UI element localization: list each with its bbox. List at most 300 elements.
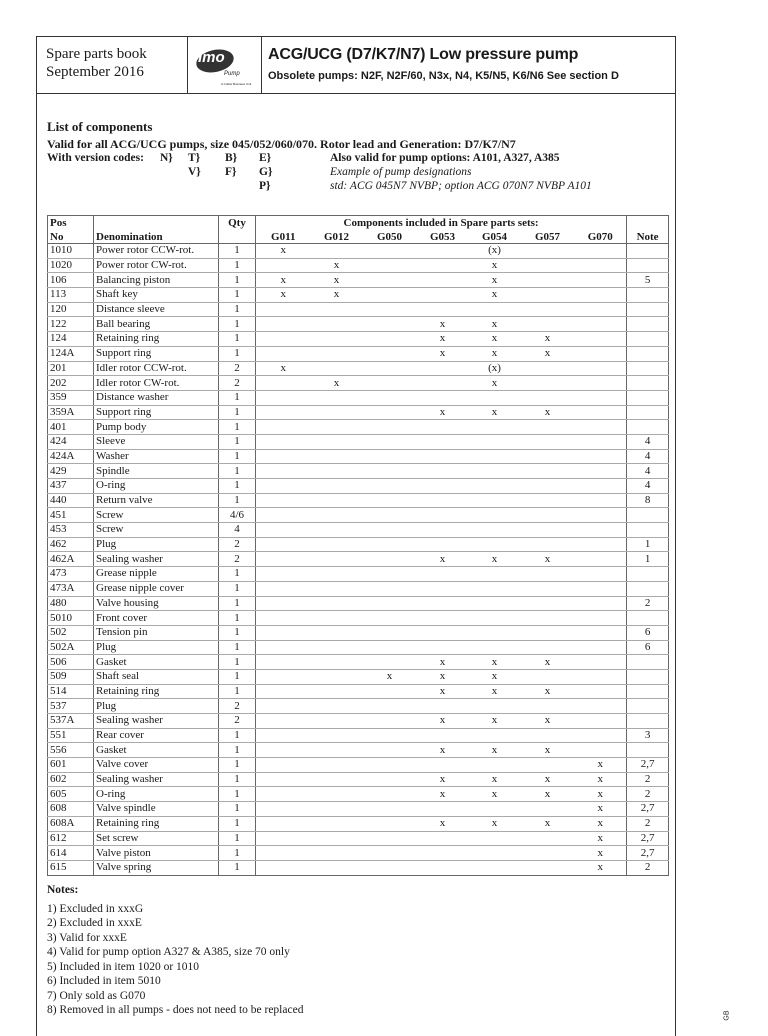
cell-set-mark [363, 420, 417, 435]
cell-note [627, 317, 669, 332]
table-row [48, 846, 669, 861]
cell-set-mark [469, 302, 521, 317]
table-row [48, 655, 669, 670]
cell-qty: 1 [219, 493, 256, 508]
cell-set-mark [363, 728, 417, 743]
cell-denomination: Balancing piston [94, 273, 219, 288]
cell-set-mark: x [469, 787, 521, 802]
cell-note [627, 302, 669, 317]
table-row [48, 743, 669, 758]
page-frame [36, 36, 676, 1036]
cell-qty: 1 [219, 332, 256, 347]
header-set: G012 [311, 229, 363, 244]
note-item: 3) Valid for xxxE [47, 931, 127, 944]
cell-pos: 437 [48, 479, 94, 494]
cell-set-mark [417, 449, 469, 464]
cell-set-mark [311, 816, 363, 831]
cell-set-mark: x [256, 288, 311, 303]
cell-set-mark: x [521, 816, 575, 831]
cell-note [627, 244, 669, 259]
cell-pos: 608A [48, 816, 94, 831]
cell-set-mark [363, 317, 417, 332]
cell-set-mark: x [469, 743, 521, 758]
cell-set-mark [469, 523, 521, 538]
cell-set-mark: x [256, 244, 311, 259]
cell-note [627, 390, 669, 405]
table-row [48, 714, 669, 729]
notes-title: Notes: [47, 884, 79, 896]
cell-set-mark: x [417, 772, 469, 787]
cell-denomination: Sealing washer [94, 714, 219, 729]
table-row [48, 434, 669, 449]
cell-set-mark [521, 581, 575, 596]
cell-set-mark [311, 802, 363, 817]
cell-set-mark: x [469, 273, 521, 288]
cell-set-mark [469, 537, 521, 552]
cell-set-mark [256, 787, 311, 802]
cell-pos: 614 [48, 846, 94, 861]
example-label: Example of pump designations [330, 166, 472, 178]
table-row [48, 772, 669, 787]
cell-note [627, 258, 669, 273]
cell-qty: 1 [219, 846, 256, 861]
cell-note: 4 [627, 479, 669, 494]
cell-qty: 1 [219, 258, 256, 273]
cell-qty: 1 [219, 684, 256, 699]
cell-note: 1 [627, 552, 669, 567]
version-code: N} [160, 152, 173, 164]
cell-denomination: Power rotor CCW-rot. [94, 244, 219, 259]
cell-set-mark [256, 669, 311, 684]
cell-note [627, 611, 669, 626]
cell-set-mark [575, 361, 627, 376]
cell-set-mark [575, 346, 627, 361]
table-row [48, 699, 669, 714]
cell-set-mark [575, 288, 627, 303]
cell-set-mark [363, 537, 417, 552]
cell-set-mark [256, 317, 311, 332]
cell-pos: 462 [48, 537, 94, 552]
cell-set-mark [311, 787, 363, 802]
header-set: G057 [521, 229, 575, 244]
cell-set-mark [311, 846, 363, 861]
cell-note: 2,7 [627, 802, 669, 817]
cell-denomination: Power rotor CW-rot. [94, 258, 219, 273]
cell-set-mark [363, 464, 417, 479]
table-row [48, 464, 669, 479]
cell-set-mark [521, 449, 575, 464]
cell-set-mark [311, 523, 363, 538]
cell-set-mark [521, 831, 575, 846]
book-date: September 2016 [46, 64, 144, 80]
cell-pos: 537A [48, 714, 94, 729]
cell-note [627, 508, 669, 523]
table-row [48, 346, 669, 361]
cell-set-mark [521, 464, 575, 479]
cell-note [627, 288, 669, 303]
table-row [48, 625, 669, 640]
cell-set-mark [521, 390, 575, 405]
cell-qty: 1 [219, 567, 256, 582]
cell-set-mark [521, 802, 575, 817]
table-row [48, 258, 669, 273]
cell-set-mark [256, 714, 311, 729]
cell-set-mark: x [469, 346, 521, 361]
cell-set-mark [311, 361, 363, 376]
cell-set-mark [521, 596, 575, 611]
cell-pos: 113 [48, 288, 94, 303]
cell-pos: 462A [48, 552, 94, 567]
cell-note [627, 405, 669, 420]
cell-set-mark [363, 390, 417, 405]
cell-denomination: Retaining ring [94, 684, 219, 699]
cell-set-mark: x [311, 288, 363, 303]
cell-pos: 429 [48, 464, 94, 479]
cell-set-mark [311, 743, 363, 758]
cell-set-mark: x [521, 552, 575, 567]
cell-set-mark [256, 420, 311, 435]
table-row [48, 552, 669, 567]
cell-set-mark [417, 581, 469, 596]
cell-set-mark [311, 449, 363, 464]
cell-set-mark: x [469, 714, 521, 729]
cell-pos: 401 [48, 420, 94, 435]
cell-pos: 509 [48, 669, 94, 684]
cell-qty: 1 [219, 860, 256, 875]
table-row [48, 758, 669, 773]
cell-set-mark [417, 846, 469, 861]
cell-set-mark [521, 493, 575, 508]
cell-set-mark [311, 831, 363, 846]
cell-set-mark [256, 581, 311, 596]
cell-note: 8 [627, 493, 669, 508]
cell-set-mark [521, 699, 575, 714]
language-edge-mark: GB [723, 1010, 731, 1021]
cell-set-mark [521, 860, 575, 875]
cell-set-mark [417, 508, 469, 523]
cell-set-mark [363, 449, 417, 464]
cell-set-mark [256, 434, 311, 449]
cell-denomination: Screw [94, 523, 219, 538]
table-row [48, 405, 669, 420]
cell-set-mark [469, 611, 521, 626]
cell-set-mark: x [417, 346, 469, 361]
cell-note [627, 714, 669, 729]
cell-set-mark [311, 581, 363, 596]
cell-set-mark [311, 699, 363, 714]
cell-set-mark [311, 244, 363, 259]
cell-denomination: Idler rotor CW-rot. [94, 376, 219, 391]
cell-qty: 4/6 [219, 508, 256, 523]
cell-set-mark [575, 714, 627, 729]
cell-qty: 1 [219, 787, 256, 802]
cell-set-mark [575, 699, 627, 714]
table-row [48, 302, 669, 317]
cell-set-mark [256, 655, 311, 670]
cell-set-mark [363, 508, 417, 523]
cell-set-mark [521, 244, 575, 259]
header-no: No [48, 229, 94, 244]
cell-set-mark [575, 258, 627, 273]
also-valid-options: Also valid for pump options: A101, A327, A385 [330, 152, 560, 164]
cell-set-mark: x [363, 669, 417, 684]
cell-set-mark: x [469, 772, 521, 787]
cell-set-mark [363, 772, 417, 787]
cell-set-mark: x [311, 376, 363, 391]
cell-qty: 1 [219, 640, 256, 655]
cell-note: 2 [627, 596, 669, 611]
cell-denomination: Idler rotor CCW-rot. [94, 361, 219, 376]
header-note: Note [627, 229, 669, 244]
cell-set-mark [363, 376, 417, 391]
table-row [48, 244, 669, 259]
cell-set-mark [311, 508, 363, 523]
cell-set-mark [469, 699, 521, 714]
cell-note: 2 [627, 772, 669, 787]
cell-set-mark [256, 258, 311, 273]
cell-set-mark: x [575, 802, 627, 817]
cell-set-mark [469, 434, 521, 449]
cell-set-mark: (x) [469, 361, 521, 376]
cell-set-mark [575, 302, 627, 317]
version-code: E} [259, 152, 272, 164]
cell-set-mark: x [521, 714, 575, 729]
table-header-row [48, 216, 669, 230]
cell-set-mark [363, 361, 417, 376]
cell-pos: 612 [48, 831, 94, 846]
cell-qty: 2 [219, 361, 256, 376]
cell-set-mark [469, 802, 521, 817]
cell-qty: 4 [219, 523, 256, 538]
cell-set-mark: x [417, 405, 469, 420]
cell-denomination: Plug [94, 640, 219, 655]
cell-set-mark [417, 537, 469, 552]
cell-denomination: Valve cover [94, 758, 219, 773]
cell-pos: 451 [48, 508, 94, 523]
cell-set-mark: x [417, 332, 469, 347]
cell-set-mark [469, 567, 521, 582]
cell-qty: 1 [219, 449, 256, 464]
section-title: List of components [47, 119, 153, 134]
cell-note [627, 376, 669, 391]
table-row [48, 684, 669, 699]
cell-pos: 124A [48, 346, 94, 361]
cell-note [627, 743, 669, 758]
cell-set-mark [417, 831, 469, 846]
header-pos: Pos [48, 216, 94, 230]
cell-set-mark [575, 567, 627, 582]
cell-set-mark [575, 376, 627, 391]
cell-pos: 473 [48, 567, 94, 582]
cell-set-mark [311, 537, 363, 552]
cell-pos: 502 [48, 625, 94, 640]
note-item: 2) Excluded in xxxE [47, 917, 142, 929]
cell-pos: 615 [48, 860, 94, 875]
header-set: G050 [363, 229, 417, 244]
cell-denomination: Plug [94, 537, 219, 552]
cell-set-mark [363, 846, 417, 861]
table-row [48, 640, 669, 655]
cell-set-mark [363, 787, 417, 802]
validity-text: Valid for all ACG/UCG pumps, size 045/052/060/070. Rotor lead and Generation: D7/K7/N7 [47, 137, 516, 151]
cell-set-mark [256, 728, 311, 743]
cell-set-mark [256, 699, 311, 714]
cell-set-mark [311, 405, 363, 420]
cell-denomination: Grease nipple [94, 567, 219, 582]
cell-set-mark [256, 346, 311, 361]
cell-denomination: Sealing washer [94, 552, 219, 567]
cell-note: 1 [627, 537, 669, 552]
cell-denomination: Front cover [94, 611, 219, 626]
cell-note [627, 567, 669, 582]
table-row [48, 288, 669, 303]
cell-note [627, 684, 669, 699]
cell-set-mark: x [469, 332, 521, 347]
cell-qty: 2 [219, 699, 256, 714]
cell-set-mark [256, 816, 311, 831]
table-row [48, 508, 669, 523]
cell-set-mark [311, 493, 363, 508]
cell-note [627, 581, 669, 596]
cell-note: 4 [627, 449, 669, 464]
cell-note: 3 [627, 728, 669, 743]
cell-set-mark [256, 640, 311, 655]
cell-set-mark [417, 493, 469, 508]
cell-set-mark [311, 567, 363, 582]
cell-pos: 1010 [48, 244, 94, 259]
cell-set-mark [521, 273, 575, 288]
cell-pos: 473A [48, 581, 94, 596]
cell-qty: 1 [219, 772, 256, 787]
cell-note [627, 523, 669, 538]
cell-denomination: Ball bearing [94, 317, 219, 332]
cell-set-mark [363, 346, 417, 361]
cell-set-mark: x [521, 655, 575, 670]
cell-set-mark [363, 611, 417, 626]
cell-set-mark [256, 567, 311, 582]
cell-note: 5 [627, 273, 669, 288]
cell-set-mark [575, 728, 627, 743]
cell-qty: 1 [219, 288, 256, 303]
cell-set-mark [469, 420, 521, 435]
table-row [48, 802, 669, 817]
cell-pos: 601 [48, 758, 94, 773]
cell-qty: 1 [219, 728, 256, 743]
cell-set-mark: x [521, 346, 575, 361]
cell-set-mark [311, 479, 363, 494]
cell-set-mark [575, 273, 627, 288]
cell-set-mark [469, 493, 521, 508]
cell-set-mark [575, 523, 627, 538]
version-code: P} [259, 180, 271, 192]
cell-set-mark [469, 846, 521, 861]
cell-set-mark [363, 758, 417, 773]
cell-set-mark: x [521, 684, 575, 699]
cell-note [627, 361, 669, 376]
table-row [48, 493, 669, 508]
cell-set-mark [417, 288, 469, 303]
cell-note: 2,7 [627, 846, 669, 861]
cell-set-mark [311, 714, 363, 729]
cell-set-mark: x [417, 816, 469, 831]
table-row [48, 449, 669, 464]
cell-set-mark [521, 669, 575, 684]
cell-pos: 440 [48, 493, 94, 508]
cell-pos: 424 [48, 434, 94, 449]
cell-denomination: Support ring [94, 346, 219, 361]
note-item: 8) Removed in all pumps - does not need to be replaced [47, 1004, 304, 1016]
book-info [37, 37, 188, 93]
document-subtitle: Obsolete pumps: N2F, N2F/60, N3x, N4, K5/N5, K6/N6 See section D [268, 70, 619, 82]
table-row [48, 376, 669, 391]
note-item: 1) Excluded in xxxG [47, 902, 144, 915]
version-codes-label: With version codes: [47, 152, 144, 164]
cell-set-mark [575, 464, 627, 479]
cell-set-mark [311, 552, 363, 567]
cell-set-mark [521, 317, 575, 332]
cell-set-mark [521, 420, 575, 435]
cell-set-mark [256, 508, 311, 523]
cell-set-mark: x [575, 816, 627, 831]
cell-set-mark [469, 479, 521, 494]
cell-set-mark [469, 508, 521, 523]
cell-set-mark [363, 302, 417, 317]
cell-qty: 1 [219, 802, 256, 817]
cell-denomination: Sleeve [94, 434, 219, 449]
cell-set-mark [575, 743, 627, 758]
cell-set-mark [363, 258, 417, 273]
cell-denomination: Tension pin [94, 625, 219, 640]
cell-set-mark [311, 596, 363, 611]
cell-denomination: Valve piston [94, 846, 219, 861]
cell-set-mark [311, 655, 363, 670]
cell-set-mark [311, 669, 363, 684]
cell-qty: 1 [219, 390, 256, 405]
table-header-row [48, 229, 669, 244]
cell-set-mark: x [469, 376, 521, 391]
cell-qty: 2 [219, 537, 256, 552]
cell-set-mark [256, 376, 311, 391]
cell-set-mark: x [256, 361, 311, 376]
cell-pos: 120 [48, 302, 94, 317]
cell-qty: 2 [219, 714, 256, 729]
cell-set-mark [469, 625, 521, 640]
cell-note [627, 332, 669, 347]
header-sets-group: Components included in Spare parts sets: [256, 216, 627, 230]
cell-set-mark [363, 581, 417, 596]
cell-qty: 1 [219, 625, 256, 640]
header-set: G054 [469, 229, 521, 244]
components-table [47, 215, 669, 876]
cell-set-mark [521, 434, 575, 449]
logo-tagline: A Colfax Business Unit [221, 82, 252, 86]
cell-denomination: Support ring [94, 405, 219, 420]
cell-denomination: O-ring [94, 479, 219, 494]
cell-set-mark [521, 846, 575, 861]
header-note-spacer [627, 216, 669, 230]
cell-qty: 1 [219, 273, 256, 288]
note-item: 4) Valid for pump option A327 & A385, size 70 only [47, 946, 290, 958]
cell-pos: 480 [48, 596, 94, 611]
note-item: 5) Included in item 1020 or 1010 [47, 960, 200, 973]
cell-set-mark [256, 625, 311, 640]
cell-set-mark: x [575, 846, 627, 861]
cell-set-mark [363, 860, 417, 875]
table-row [48, 816, 669, 831]
cell-denomination: Retaining ring [94, 816, 219, 831]
cell-pos: 202 [48, 376, 94, 391]
table-row [48, 596, 669, 611]
